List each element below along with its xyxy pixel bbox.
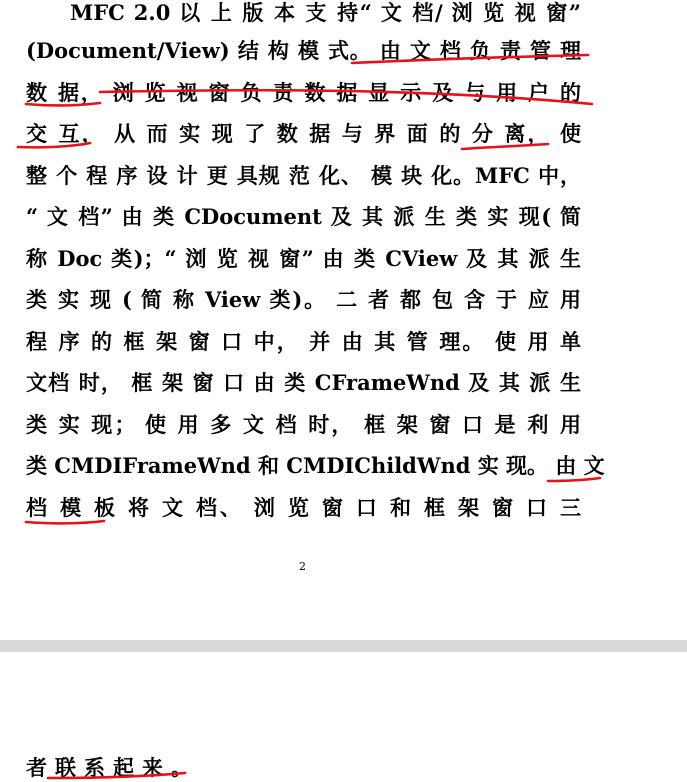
text-line-7: 称 Doc 类)；“ 浏 览 视 窗” 由 类 CView 及 其 派 生 xyxy=(26,246,581,271)
next-page-text-line: 者联系起来。 xyxy=(26,755,200,780)
text-line-13: 档 模 板 将 文 档、 浏 览 窗 口 和 框 架 窗 口 三 xyxy=(26,495,581,520)
text-line-3: 数 据， 浏 览 视 窗 负 责 数 据 显 示 及 与 用 户 的 xyxy=(26,80,581,105)
text-line-12: 类 CMDIFrameWnd 和 CMDIChildWnd 实 现。 由 文 xyxy=(26,453,605,478)
text-line-5: 整 个 程 序 设 计 更 具规 范 化、 模 块 化。MFC 中， xyxy=(26,163,581,188)
text-line-9: 程 序 的 框 架 窗 口 中， 并 由 其 管 理。 使 用 单 xyxy=(26,329,581,354)
text-line-11: 类 实 现； 使 用 多 文 档 时， 框 架 窗 口 是 利 用 xyxy=(26,412,581,437)
text-line-8: 类 实 现 ( 简 称 View 类)。 二 者 都 包 含 于 应 用 xyxy=(26,287,581,312)
text-line-6: “ 文 档” 由 类 CDocument 及 其 派 生 类 实 现( 简 xyxy=(26,204,581,229)
page-number: 2 xyxy=(299,560,306,573)
text-line-4: 交 互， 从 而 实 现 了 数 据 与 界 面 的 分 离， 使 xyxy=(26,121,581,146)
text-line-2: (Document/View) 结 构 模 式。 由 文 档 负 责 管 理 xyxy=(26,38,581,63)
page-separator xyxy=(0,640,687,652)
text-line-10: 文档 时， 框 架 窗 口 由 类 CFrameWnd 及 其 派 生 xyxy=(26,370,581,395)
text-line-1: MFC 2.0 以 上 版 本 支 持“ 文 档/ 浏 览 视 窗” xyxy=(70,0,581,25)
